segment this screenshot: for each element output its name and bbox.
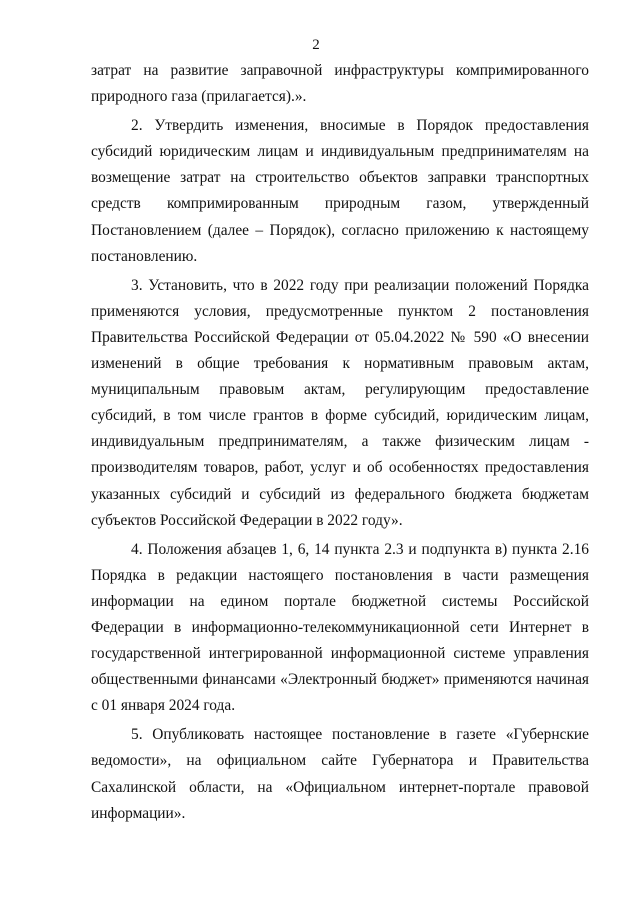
page-number: 2 <box>312 37 320 53</box>
paragraph-item-5: 5. Опубликовать настоящее постановление в газете «Губернские ведомости», на официальном сайте Губернатора и Правительства Сахалинской области, на «Официальном интернет-портале правовой информации». <box>91 726 589 822</box>
paragraph-item-2: 2. Утвердить изменения, вносимые в Порядок предоставления субсидий юридическим лицам и индивидуальным предпринимателям на возмещение затрат на строительство объектов заправки транспортных средств компримированным природным газом, утвержденный Постановлением (далее – Порядок), согласно приложению к настоящему постановлению. <box>91 117 589 265</box>
document-body <box>91 58 589 830</box>
paragraph-continuation: затрат на развитие заправочной инфраструктуры компримированного природного газа (прилагается).». <box>91 62 589 106</box>
paragraph-item-3: 3. Установить, что в 2022 году при реализации положений Порядка применяются условия, предусмотренные пунктом 2 постановления Правительства Российской Федерации от 05.04.2022 № 590 «О внесении изменений в общие требования к нормативным правовым актам, муниципальным правовым актам, регулирующим предоставление субсидий, в том числе грантов в форме субсидий, юридическим лицам, индивидуальным предпринимателям, а также физическим лицам - производителям товаров, работ, услуг и об особенностях предоставления указанных субсидий и субсидий из федерального бюджета бюджетам субъектов Российской Федерации в 2022 году». <box>91 276 589 529</box>
paragraph-item-4: 4. Положения абзацев 1, 6, 14 пункта 2.3 и подпункта в) пункта 2.16 Порядка в редакции настоящего постановления в части размещения информации на едином портале бюджетной системы Российской Федерации в информационно-телекоммуникационной сети Интернет в государственной интегрированной информационной системе управления общественными финансами «Электронный бюджет» применяются начиная с 01 января 2024 года. <box>91 540 589 715</box>
